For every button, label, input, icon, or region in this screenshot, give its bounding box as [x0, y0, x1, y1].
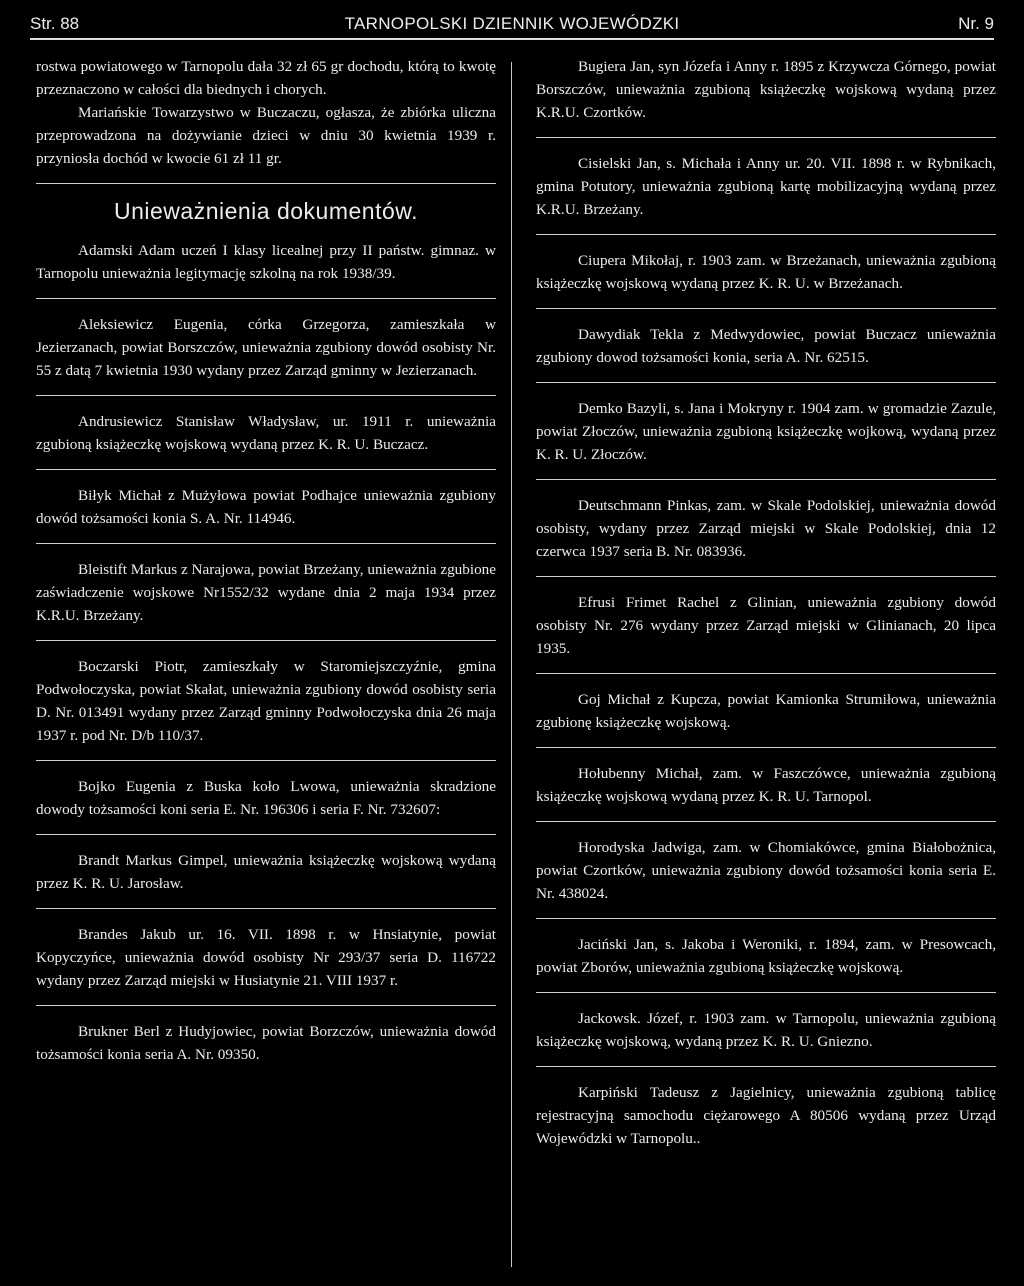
separator	[536, 673, 996, 674]
notice-entry: Cisielski Jan, s. Michała i Anny ur. 20. VII. 1898 r. w Rybnikach, gmina Potutory, unieważnia zgubioną kartę mobilizacyjną wydaną przez K.R.U. Brzeżany.	[536, 155, 996, 218]
notice-entry: Demko Bazyli, s. Jana i Mokryny r. 1904 zam. w gromadzie Zazule, powiat Złoczów, unieważnia zgubioną książeczkę wojkową, wydaną przez K. R. U. Złoczów.	[536, 400, 996, 463]
separator	[536, 576, 996, 577]
notice-entry: Goj Michał z Kupcza, powiat Kamionka Strumiłowa, unieważnia zgubionę książeczkę wojskową.	[536, 691, 996, 731]
separator	[536, 1066, 996, 1067]
intro-paragraph: rostwa powiatowego w Tarnopolu dała 32 zł 65 gr dochodu, którą to kwotę przeznaczono w całości dla biednych i chorych.	[36, 58, 496, 98]
page-header	[30, 12, 994, 40]
separator	[36, 908, 496, 909]
notice-entry: Deutschmann Pinkas, zam. w Skale Podolskiej, unieważnia dowód osobisty, wydany przez Zarząd miejski w Skale Podolskiej, dnia 12 czerwca 1937 seria B. Nr. 083936.	[536, 497, 996, 560]
notice-entry: Dawydiak Tekla z Medwydowiec, powiat Buczacz unieważnia zgubiony dowod tożsamości konia, seria A. Nr. 62515.	[536, 326, 996, 366]
separator	[36, 469, 496, 470]
separator	[536, 918, 996, 919]
separator	[536, 137, 996, 138]
notice-entry: Hołubenny Michał, zam. w Faszczówce, unieważnia zgubioną książeczkę wojskową wydaną przez K. R. U. Tarnopol.	[536, 765, 996, 805]
separator	[36, 640, 496, 641]
separator	[36, 298, 496, 299]
notice-entry: Jackowsk. Józef, r. 1903 zam. w Tarnopolu, unieważnia zgubioną książeczkę wojskową, wydaną przez K. R. U. Gniezno.	[536, 1010, 996, 1050]
page-number: Str. 88	[30, 14, 80, 33]
notice-entry: Brandt Markus Gimpel, unieważnia książeczkę wojskową wydaną przez K. R. U. Jarosław.	[36, 852, 496, 892]
issue-number: Nr. 9	[958, 14, 994, 33]
notice-entry: Brandes Jakub ur. 16. VII. 1898 r. w Hnsiatynie, powiat Kopyczyńce, unieważnia dowód osobisty Nr 293/37 seria D. 116722 wydany przez Zarząd miejski w Husiatynie 21. VIII 1937 r.	[36, 926, 496, 989]
separator	[536, 479, 996, 480]
separator	[536, 747, 996, 748]
notice-entry: Brukner Berl z Hudyjowiec, powiat Borzczów, unieważnia dowód tożsamości konia seria A. Nr. 09350.	[36, 1023, 496, 1063]
notice-entry: Bojko Eugenia z Buska koło Lwowa, unieważnia skradzione dowody tożsamości koni seria E. Nr. 196306 i seria F. Nr. 732607:	[36, 778, 496, 818]
separator	[36, 183, 496, 184]
separator	[36, 543, 496, 544]
notice-entry: Andrusiewicz Stanisław Władysław, ur. 1911 r. unieważnia zgubioną książeczkę wojskową wydaną przez K. R. U. Buczacz.	[36, 413, 496, 453]
notice-entry: Bugiera Jan, syn Józefa i Anny r. 1895 z Krzywcza Górnego, powiat Borszczów, unieważnia zgubioną książeczkę wojskową wydaną przez K.R.U. Czortków.	[536, 58, 996, 121]
notice-entry: Horodyska Jadwiga, zam. w Chomiakówce, gmina Białobożnica, powiat Czortków, unieważnia zgubiony dowód tożsamości konia seria E. Nr. 438024.	[536, 839, 996, 902]
separator	[536, 992, 996, 993]
separator	[36, 1005, 496, 1006]
separator	[536, 821, 996, 822]
notice-entry: Efrusi Frimet Rachel z Glinian, unieważnia zgubiony dowód osobisty Nr. 276 wydany przez Zarząd miejski w Glinianach, 20 lipca 1935.	[536, 594, 996, 657]
separator	[36, 760, 496, 761]
notice-entry: Karpiński Tadeusz z Jagielnicy, unieważnia zgubioną tablicę rejestracyjną samochodu ciężarowego A 80506 wydaną przez Urząd Wojewódzki w Tarnopolu..	[536, 1084, 996, 1147]
separator	[36, 395, 496, 396]
notice-entry: Boczarski Piotr, zamieszkały w Staromiejszczyźnie, gmina Podwołoczyska, powiat Skałat, unieważnia zgubiony dowód osobisty seria D. Nr. 013491 wydany przez Zarząd gminny Podwołoczyska dnia 26 maja 1937 r. pod Nr. D/b 110/37.	[36, 658, 496, 744]
journal-title: TARNOPOLSKI DZIENNIK WOJEWÓDZKI	[344, 14, 680, 33]
column-divider	[511, 62, 512, 1267]
separator	[36, 834, 496, 835]
separator	[536, 308, 996, 309]
notice-entry: Adamski Adam uczeń I klasy licealnej przy II państw. gimnaz. w Tarnopolu unieważnia legitymację szkolną na rok 1938/39.	[36, 242, 496, 282]
section-heading: Unieważnienia dokumentów.	[113, 198, 418, 224]
notice-entry: Aleksiewicz Eugenia, córka Grzegorza, zamieszkała w Jezierzanach, powiat Borszczów, unieważnia zgubiony dowód osobisty Nr. 55 z datą 7 kwietnia 1930 wydany przez Zarząd gminny w Jezierzanach.	[36, 316, 496, 379]
intro-paragraph: Mariańskie Towarzystwo w Buczaczu, ogłasza, że zbiórka uliczna przeprowadzona na dożywianie dzieci w dniu 30 kwietnia 1939 r. przyniosła dochód w kwocie 61 zł 11 gr.	[36, 104, 496, 167]
notice-entry: Bleistift Markus z Narajowa, powiat Brzeżany, unieważnia zgubione zaświadczenie wojskowe Nr1552/32 wydane dnia 2 maja 1934 przez K.R.U. Brzeżany.	[36, 561, 496, 624]
notice-entry: Ciupera Mikołaj, r. 1903 zam. w Brzeżanach, unieważnia zgubioną książeczkę wojskową wydaną przez K. R. U. w Brzeżanach.	[536, 252, 996, 292]
separator	[536, 234, 996, 235]
notice-entry: Biłyk Michał z Mużyłowa powiat Podhajce unieważnia zgubiony dowód tożsamości konia S. A. Nr. 114946.	[36, 487, 496, 527]
separator	[536, 382, 996, 383]
left-column	[36, 55, 496, 1066]
notice-entry: Jaciński Jan, s. Jakoba i Weroniki, r. 1894, zam. w Presowcach, powiat Zborów, unieważnia zgubioną książeczkę wojskową.	[536, 936, 996, 976]
right-column	[536, 55, 996, 1150]
